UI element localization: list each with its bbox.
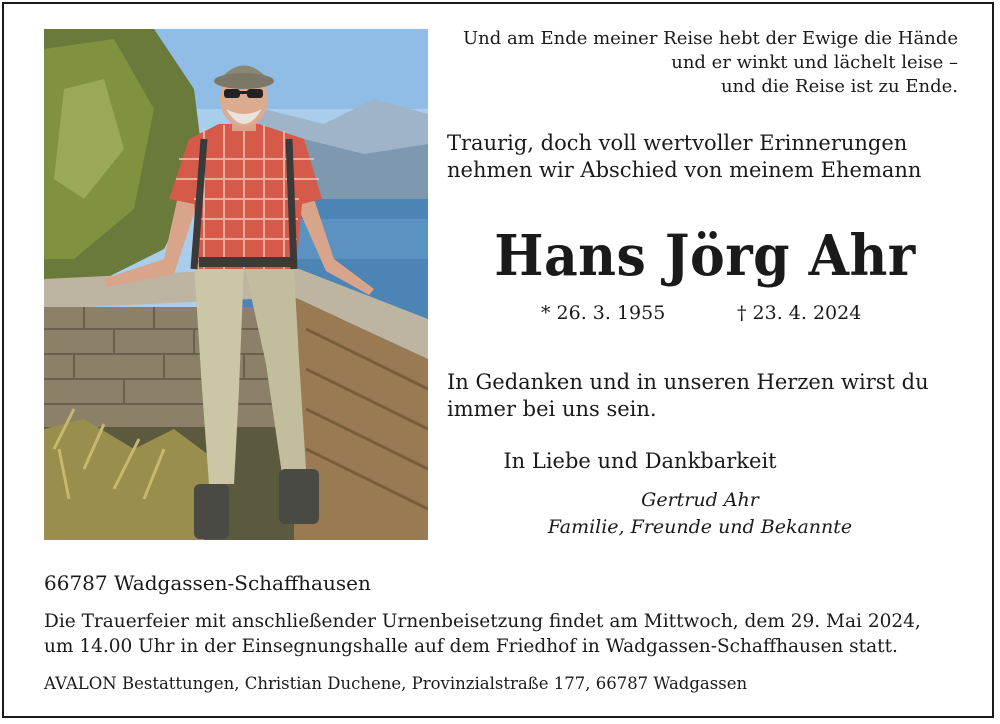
- funeral-details: [44, 609, 974, 659]
- remembrance-line: immer bei uns sein.: [447, 397, 657, 421]
- birth-date: * 26. 3. 1955: [541, 302, 666, 324]
- deceased-name: Hans Jörg Ahr: [494, 223, 916, 289]
- closing-phrase: In Liebe und Dankbarkeit: [503, 449, 777, 473]
- poem-line: und die Reise ist zu Ende.: [720, 76, 958, 97]
- farewell-intro: [447, 130, 967, 184]
- mourner-name: Gertrud Ahr: [641, 489, 759, 511]
- death-date: † 23. 4. 2024: [737, 302, 862, 324]
- funeral-line: um 14.00 Uhr in der Einsegnungshalle auf dem Friedhof in Wadgassen-Schaffhausen statt.: [44, 636, 898, 657]
- mourner-group: Familie, Freunde und Bekannte: [547, 516, 853, 538]
- remembrance-line: In Gedanken und in unseren Herzen wirst du: [447, 370, 929, 394]
- undertaker-info: AVALON Bestattungen, Christian Duchene, Provinzialstraße 177, 66787 Wadgassen: [44, 674, 748, 693]
- funeral-line: Die Trauerfeier mit anschließender Urnenbeisetzung findet am Mittwoch, dem 29. Mai 2024,: [44, 611, 921, 632]
- intro-line: Traurig, doch voll wertvoller Erinnerungen: [447, 131, 908, 155]
- intro-line: nehmen wir Abschied von meinem Ehemann: [447, 158, 922, 182]
- poem-line: und er winkt und lächelt leise –: [671, 52, 958, 73]
- poem-line: Und am Ende meiner Reise hebt der Ewige die Hände: [462, 28, 958, 49]
- remembrance-text: [447, 369, 967, 423]
- location-line: 66787 Wadgassen-Schaffhausen: [44, 571, 371, 595]
- poem-verse: [440, 27, 958, 99]
- portrait-photo: [44, 29, 428, 540]
- mourners-signature: [500, 487, 900, 541]
